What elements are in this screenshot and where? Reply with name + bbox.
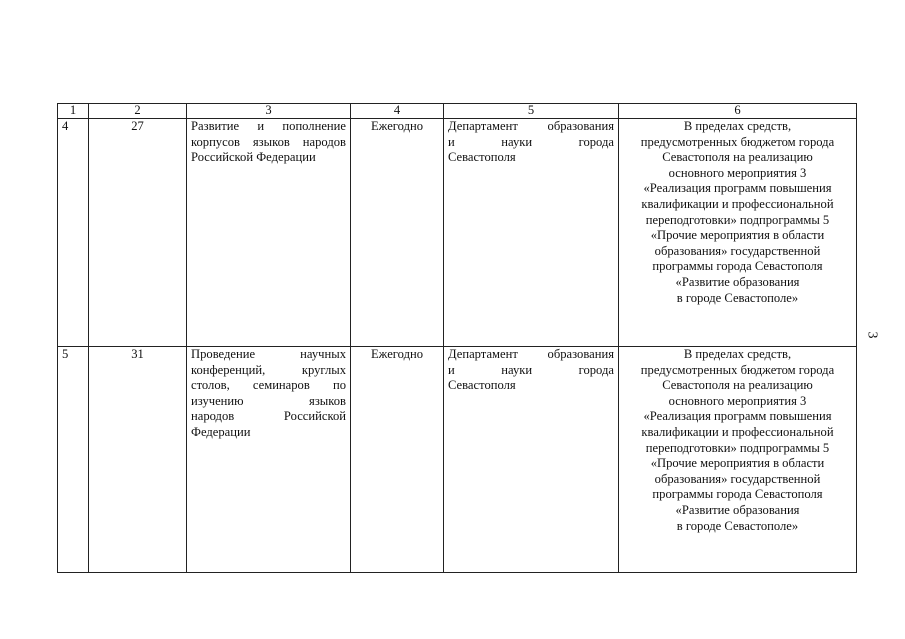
funding-line: предусмотренных бюджетом города xyxy=(640,134,835,149)
funding-line: предусмотренных бюджетом города xyxy=(640,362,835,377)
responsible-line: и науки города xyxy=(448,134,614,149)
activity-line: Проведение научных xyxy=(191,347,346,361)
funding-line: переподготовки» подпрограммы 5 xyxy=(645,212,830,227)
period-cell: Ежегодно xyxy=(351,119,444,347)
funding-line: образования» государственной xyxy=(654,243,821,258)
responsible-line: Департамент образования xyxy=(448,347,614,361)
funding-line: основного мероприятия 3 xyxy=(668,393,807,408)
funding-line: основного мероприятия 3 xyxy=(668,165,807,180)
funding-line: «Развитие образования xyxy=(675,502,800,517)
funding-line: программы города Севастополя xyxy=(652,259,823,274)
funding-line: В пределах средств, xyxy=(683,119,792,133)
activity-line: Федерации xyxy=(191,424,251,439)
period-cell: Ежегодно xyxy=(351,347,444,573)
funding-line: Севастополя на реализацию xyxy=(662,378,813,393)
funding-line: «Реализация программ повышения xyxy=(643,181,832,196)
funding-line: «Реализация программ повышения xyxy=(643,409,832,424)
activity-line: конференций, круглых xyxy=(191,362,346,377)
header-cell-6: 6 xyxy=(619,104,857,119)
responsible-line: Департамент образования xyxy=(448,119,614,133)
responsible-cell xyxy=(444,119,619,347)
funding-line: квалификации и профессиональной xyxy=(641,424,834,439)
responsible-cell xyxy=(444,347,619,573)
activity-line: изучению языков xyxy=(191,393,346,408)
table-row xyxy=(58,347,857,573)
activity-line: столов, семинаров по xyxy=(191,378,346,393)
funding-line: в городе Севастополе» xyxy=(676,290,799,305)
item-number-cell: 27 xyxy=(89,119,187,347)
header-cell-1: 1 xyxy=(58,104,89,119)
header-cell-3: 3 xyxy=(187,104,351,119)
funding-line: «Прочие мероприятия в области xyxy=(650,228,825,243)
responsible-line: и науки города xyxy=(448,362,614,377)
funding-line: переподготовки» подпрограммы 5 xyxy=(645,440,830,455)
funding-line: программы города Севастополя xyxy=(652,487,823,502)
row-number-cell: 4 xyxy=(58,119,89,347)
responsible-line: Севастополя xyxy=(448,150,516,165)
funding-line: «Прочие мероприятия в области xyxy=(650,456,825,471)
page-number: 3 xyxy=(864,331,880,339)
funding-line: в городе Севастополе» xyxy=(676,518,799,533)
funding-cell xyxy=(619,347,857,573)
program-table xyxy=(57,103,857,573)
funding-line: В пределах средств, xyxy=(683,347,792,361)
header-cell-5: 5 xyxy=(444,104,619,119)
activity-line: народов Российской xyxy=(191,409,346,424)
row-number-cell: 5 xyxy=(58,347,89,573)
funding-line: Севастополя на реализацию xyxy=(662,150,813,165)
header-cell-2: 2 xyxy=(89,104,187,119)
activity-line: Развитие и пополнение xyxy=(191,119,346,133)
item-number-cell: 31 xyxy=(89,347,187,573)
funding-line: образования» государственной xyxy=(654,471,821,486)
table-row xyxy=(58,119,857,347)
activity-cell xyxy=(187,347,351,573)
activity-line: корпусов языков народов xyxy=(191,134,346,149)
funding-line: квалификации и профессиональной xyxy=(641,196,834,211)
activity-line: Российской Федерации xyxy=(191,150,316,165)
header-cell-4: 4 xyxy=(351,104,444,119)
funding-cell xyxy=(619,119,857,347)
responsible-line: Севастополя xyxy=(448,378,516,393)
table-header-row xyxy=(58,104,857,119)
funding-line: «Развитие образования xyxy=(675,274,800,289)
activity-cell xyxy=(187,119,351,347)
